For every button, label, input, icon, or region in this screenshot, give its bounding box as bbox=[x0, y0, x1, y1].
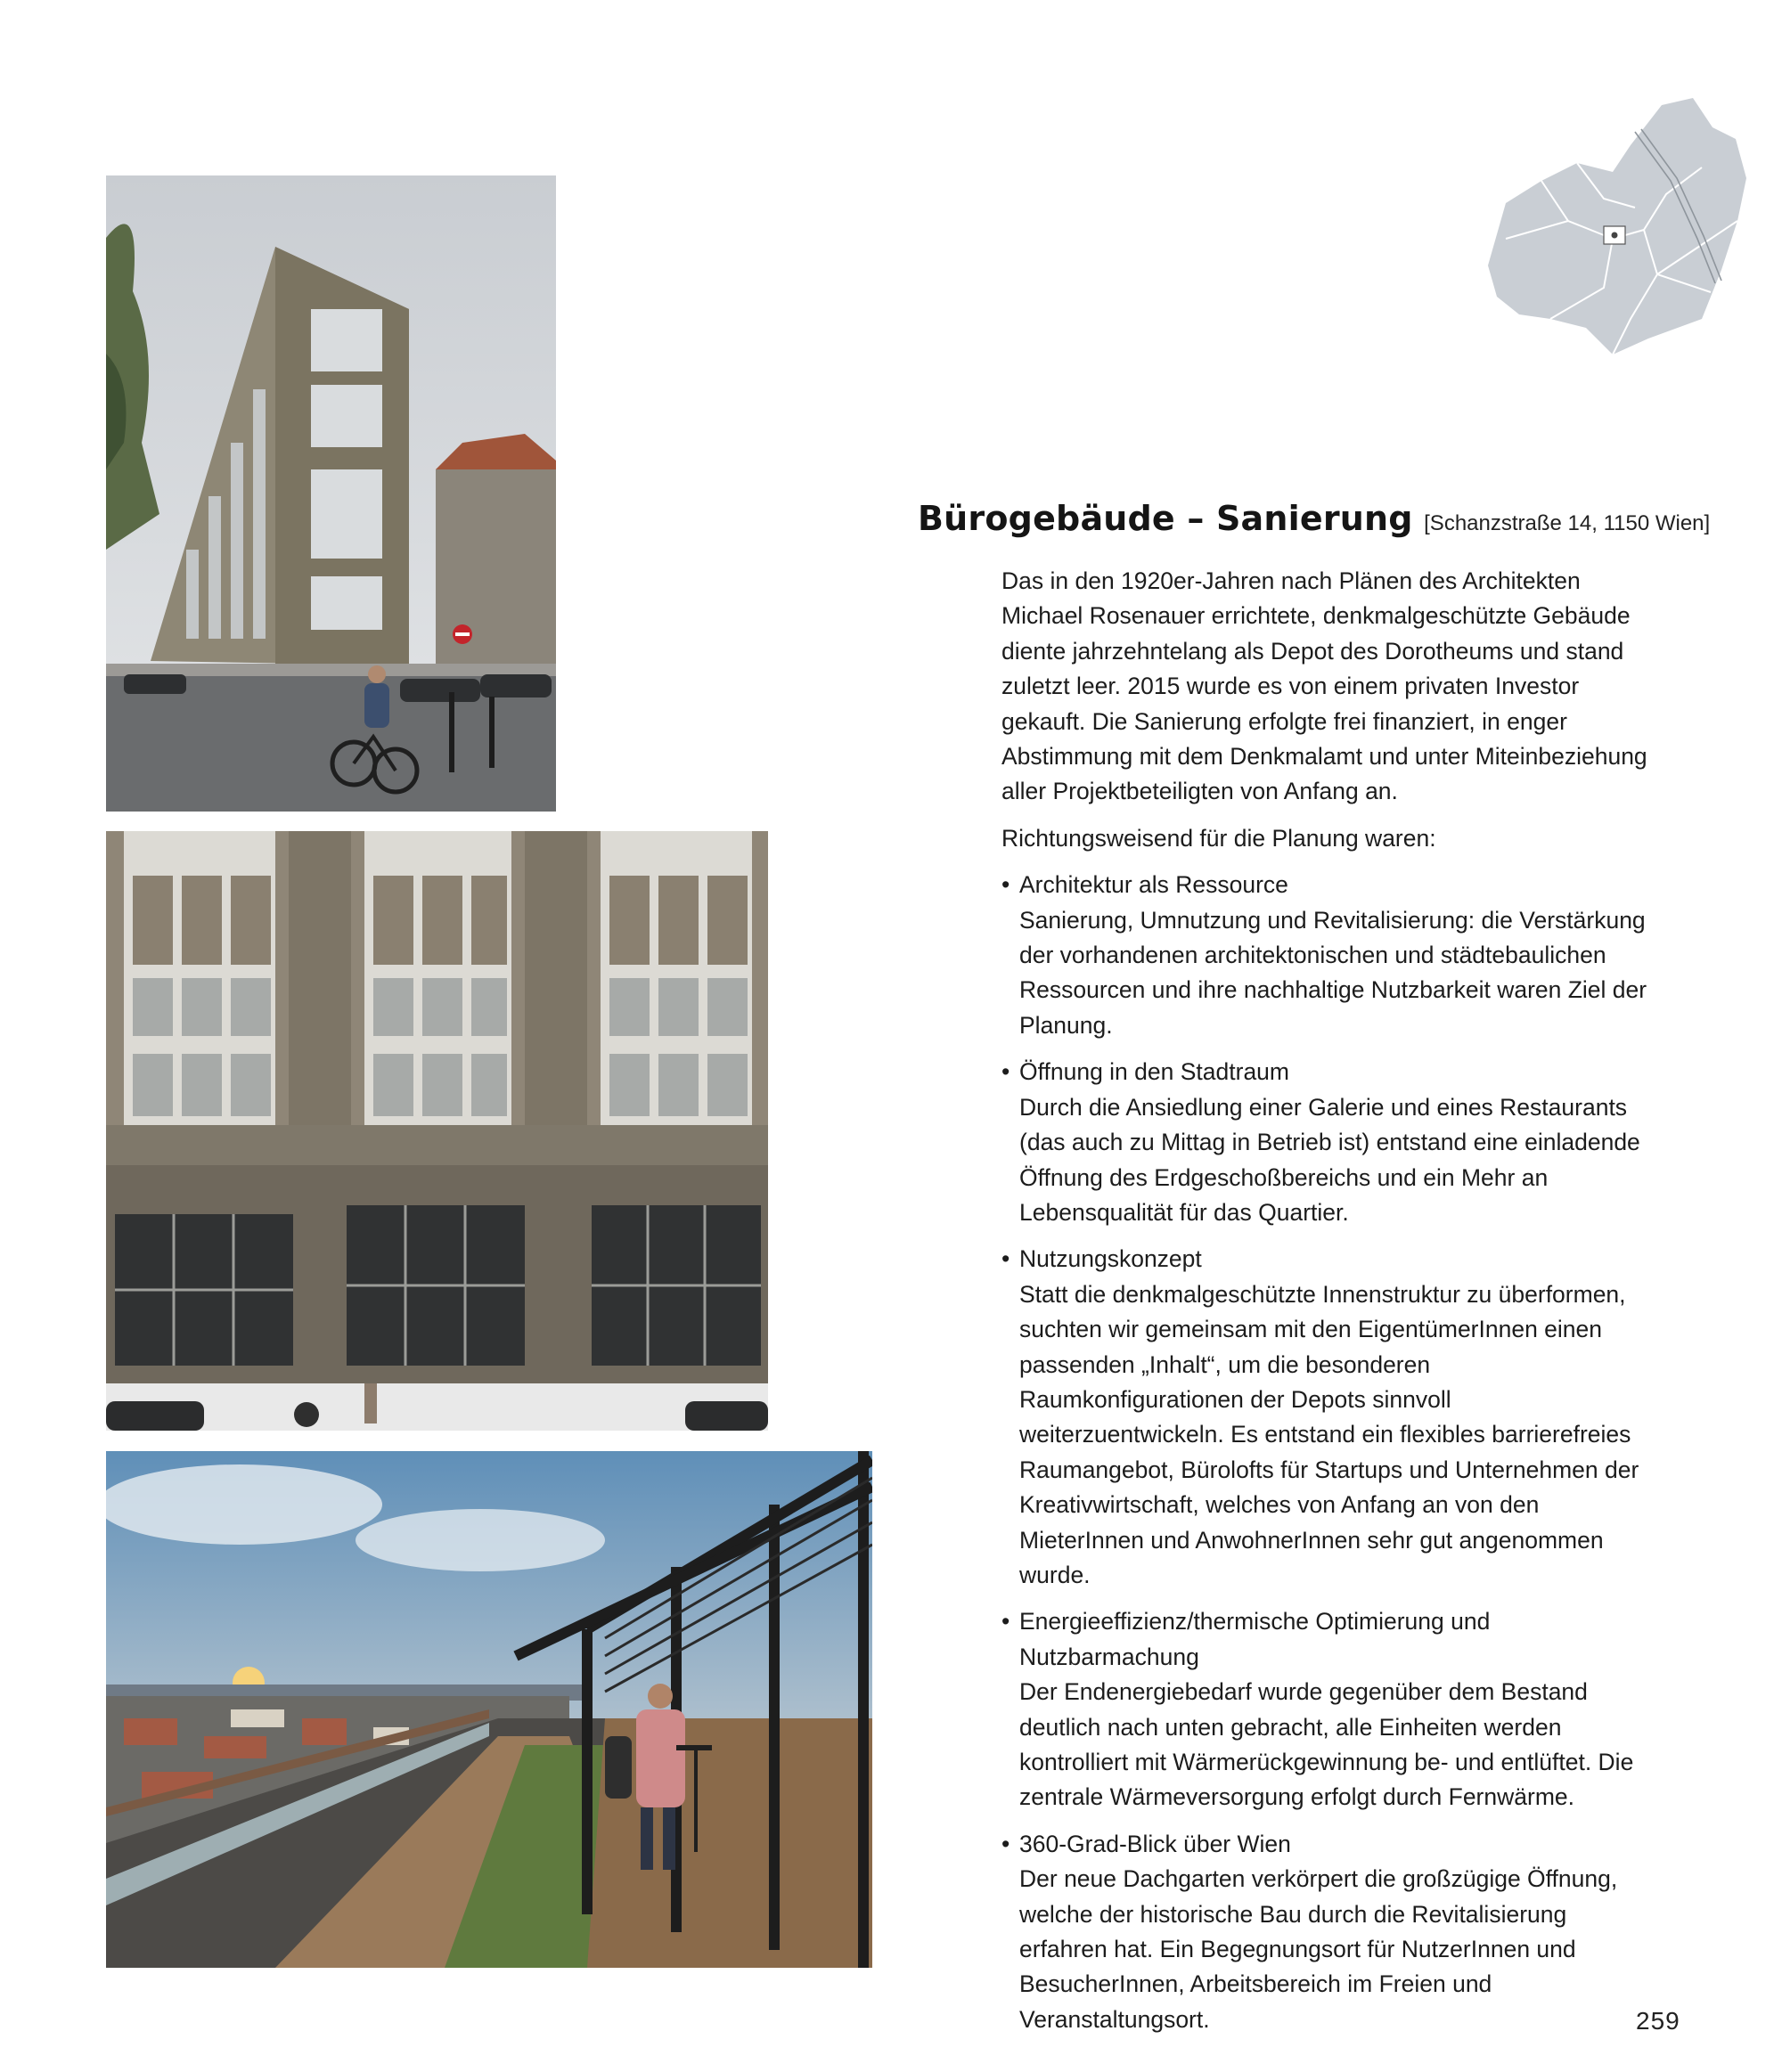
project-title: Bürogebäude – Sanierung bbox=[918, 499, 1413, 538]
bullet-list bbox=[1001, 868, 1652, 2037]
bullet-heading: • Energieeffizienz/thermische Optimierung und Nutzbarmachung bbox=[1019, 1608, 1491, 1670]
heading-row bbox=[918, 499, 1720, 538]
photo-roof-terrace bbox=[106, 1451, 872, 1968]
bullet-heading: • Architektur als Ressource bbox=[1019, 871, 1288, 899]
project-address: [Schanzstraße 14, 1150 Wien] bbox=[1424, 511, 1711, 535]
bullet-text: Der neue Dachgarten verkörpert die großzügige Öffnung, welche der historische Bau durch die Revitalisierung erfahren hat. Ein Begegnungsort für NutzerInnen und BesucherInnen, Arbeitsbereich im Freien und Veranstaltungsort. bbox=[1019, 1865, 1618, 2033]
bullet-text: Statt die denkmalgeschützte Innenstruktur zu überformen, suchten wir gemeinsam mit den EigentümerInnen einen passenden „Inhalt“, um die besonderen Raumkonfigurationen der Depots sinnvoll weiterzuentwickeln. Es entstand ein flexibles barrierefreies Raumangebot, Bürolofts für Startups und Unternehmen der Kreativwirtschaft, welches von Anfang an von den MieterInnen und AnwohnerInnen sehr gut angenommen wurde. bbox=[1019, 1280, 1639, 1588]
intro-paragraph: Das in den 1920er-Jahren nach Plänen des Architekten Michael Rosenauer errichtete, denkmalgeschützte Gebäude diente jahrzehntelang als Depot des Dorotheums und stand zuletzt leer. 2015 wurde es von einem privaten Investor gekauft. Die Sanierung erfolgte frei finanziert, in enger Abstimmung mit dem Denkmalamt und unter Miteinbeziehung aller Projektbeteiligten von Anfang an. bbox=[1001, 567, 1647, 805]
bullet-text: Sanierung, Umnutzung und Revitalisierung: die Verstärkung der vorhandenen architektonischen und städtebaulichen Ressourcen und ihre nachhaltige Nutzbarkeit waren Ziel der Planung. bbox=[1019, 906, 1647, 1039]
bullet-item bbox=[1001, 1242, 1652, 1593]
bullet-item bbox=[1001, 1827, 1652, 2037]
bullet-text: Durch die Ansiedlung einer Galerie und eines Restaurants (das auch zu Mittag in Betrieb ist) entstand eine einladende Öffnung des Erdgeschoßbereichs und ein Mehr an Lebensqualität für das Quartier. bbox=[1019, 1093, 1640, 1226]
page-number: 259 bbox=[1636, 2007, 1680, 2035]
bullet-heading: • 360-Grad-Blick über Wien bbox=[1019, 1830, 1291, 1857]
bullet-item bbox=[1001, 1055, 1652, 1230]
bullet-heading: • Nutzungskonzept bbox=[1019, 1245, 1202, 1273]
article-body bbox=[1001, 564, 1652, 2049]
bullet-item bbox=[1001, 1604, 1652, 1815]
bullet-text: Der Endenergiebedarf wurde gegenüber dem Bestand deutlich nach unten gebracht, alle Einheiten werden kontrolliert mit Wärmerückgewinnung be- und entlüftet. Die zentrale Wärmeversorgung erfolgt durch Fernwärme. bbox=[1019, 1678, 1634, 1811]
vienna-district-map bbox=[1479, 96, 1782, 363]
photo-facade-detail bbox=[106, 831, 768, 1431]
bullet-heading: • Öffnung in den Stadtraum bbox=[1019, 1058, 1289, 1086]
bullet-item bbox=[1001, 868, 1652, 1043]
photo-building-exterior bbox=[106, 175, 556, 812]
lead-paragraph: Richtungsweisend für die Planung waren: bbox=[1001, 824, 1436, 852]
